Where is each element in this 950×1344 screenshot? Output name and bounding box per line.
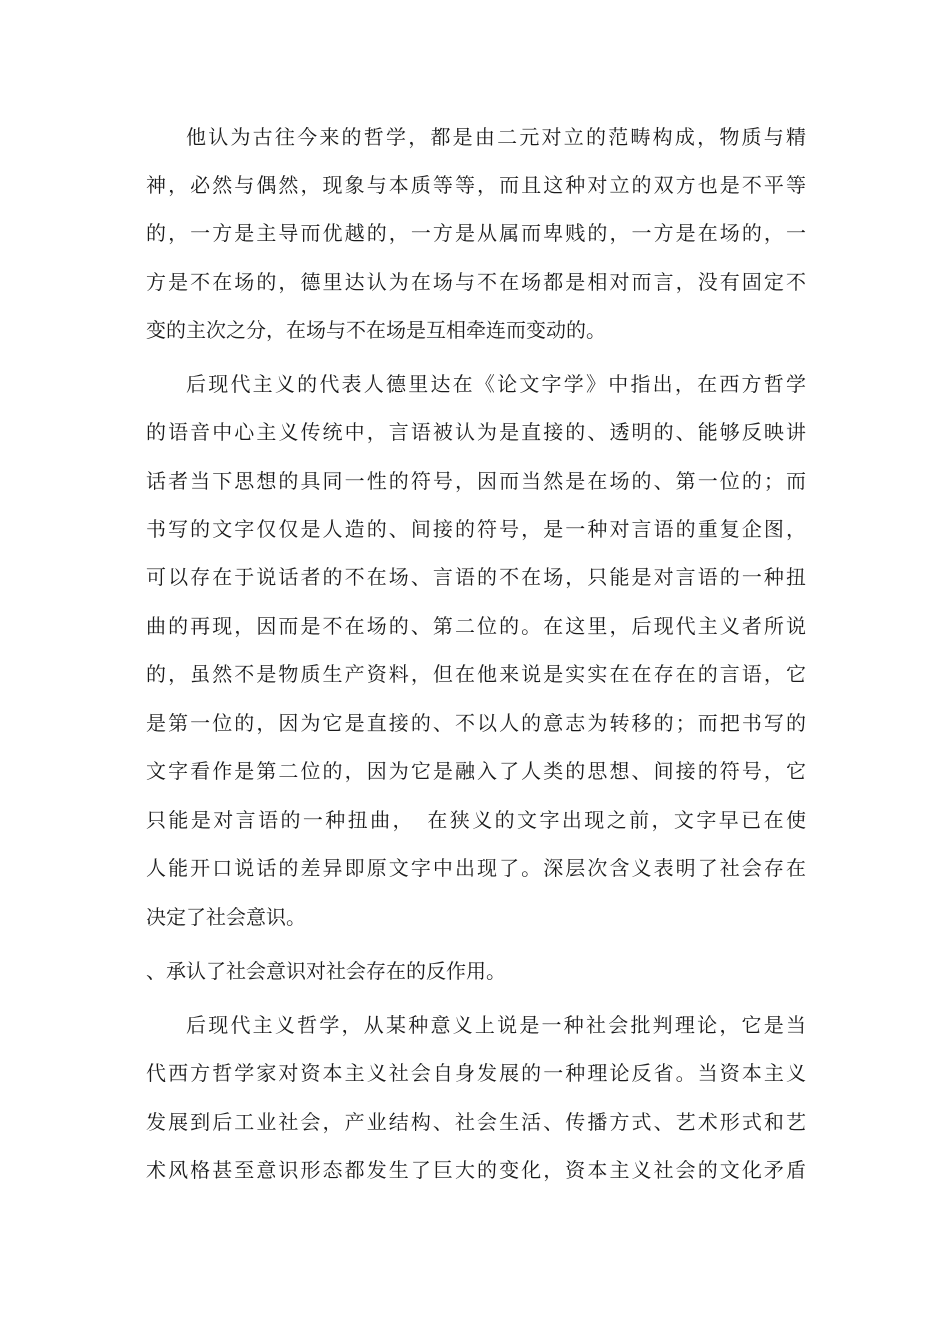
paragraph-2-line-5: 可以存在于说话者的不在场、言语的不在场，只能是对言语的一种扭 — [146, 565, 806, 589]
paragraph-4-line-2: 代西方哲学家对资本主义社会自身发展的一种理论反省。当资本主义 — [146, 1061, 806, 1085]
paragraph-1-line-5: 变的主次之分，在场与不在场是互相牵连而变动的。 — [146, 318, 606, 342]
paragraph-3-line-1: 、承认了社会意识对社会存在的反作用。 — [146, 959, 506, 983]
paragraph-2-line-7: 的，虽然不是物质生产资料，但在他来说是实实在在存在的言语，它 — [146, 662, 806, 686]
paragraph-1-line-3: 的，一方是主导而优越的，一方是从属而卑贱的，一方是在场的，一 — [146, 221, 806, 245]
paragraph-2-line-4: 书写的文字仅仅是人造的、间接的符号，是一种对言语的重复企图， — [146, 517, 806, 541]
paragraph-2-line-1: 后现代主义的代表人德里达在《论文字学》中指出，在西方哲学 — [186, 372, 806, 396]
paragraph-2-line-6: 曲的再现，因而是不在场的、第二位的。在这里，后现代主义者所说 — [146, 614, 806, 638]
paragraph-1-line-2: 神，必然与偶然，现象与本质等等，而且这种对立的双方也是不平等 — [146, 173, 806, 197]
paragraph-4-line-4: 术风格甚至意识形态都发生了巨大的变化，资本主义社会的文化矛盾 — [146, 1158, 806, 1182]
paragraph-4-line-3: 发展到后工业社会，产业结构、社会生活、传播方式、艺术形式和艺 — [146, 1110, 806, 1134]
paragraph-2-line-8: 是第一位的，因为它是直接的、不以人的意志为转移的；而把书写的 — [146, 711, 806, 735]
paragraph-4-line-1: 后现代主义哲学，从某种意义上说是一种社会批判理论，它是当 — [186, 1013, 806, 1037]
paragraph-2-line-3: 话者当下思想的具同一性的符号，因而当然是在场的、第一位的；而 — [146, 469, 806, 493]
paragraph-2-line-12: 决定了社会意识。 — [146, 905, 306, 929]
paragraph-2-line-11: 人能开口说话的差异即原文字中出现了。深层次含义表明了社会存在 — [146, 856, 806, 880]
paragraph-2-line-2: 的语音中心主义传统中，言语被认为是直接的、透明的、能够反映讲 — [146, 420, 806, 444]
paragraph-2-line-9: 文字看作是第二位的，因为它是融入了人类的思想、间接的符号，它 — [146, 759, 806, 783]
paragraph-1-line-1: 他认为古往今来的哲学，都是由二元对立的范畴构成，物质与精 — [186, 125, 806, 149]
paragraph-1-line-4: 方是不在场的，德里达认为在场与不在场都是相对而言，没有固定不 — [146, 270, 806, 294]
paragraph-2-line-10: 只能是对言语的一种扭曲， 在狭义的文字出现之前，文字早已在使 — [146, 808, 806, 832]
